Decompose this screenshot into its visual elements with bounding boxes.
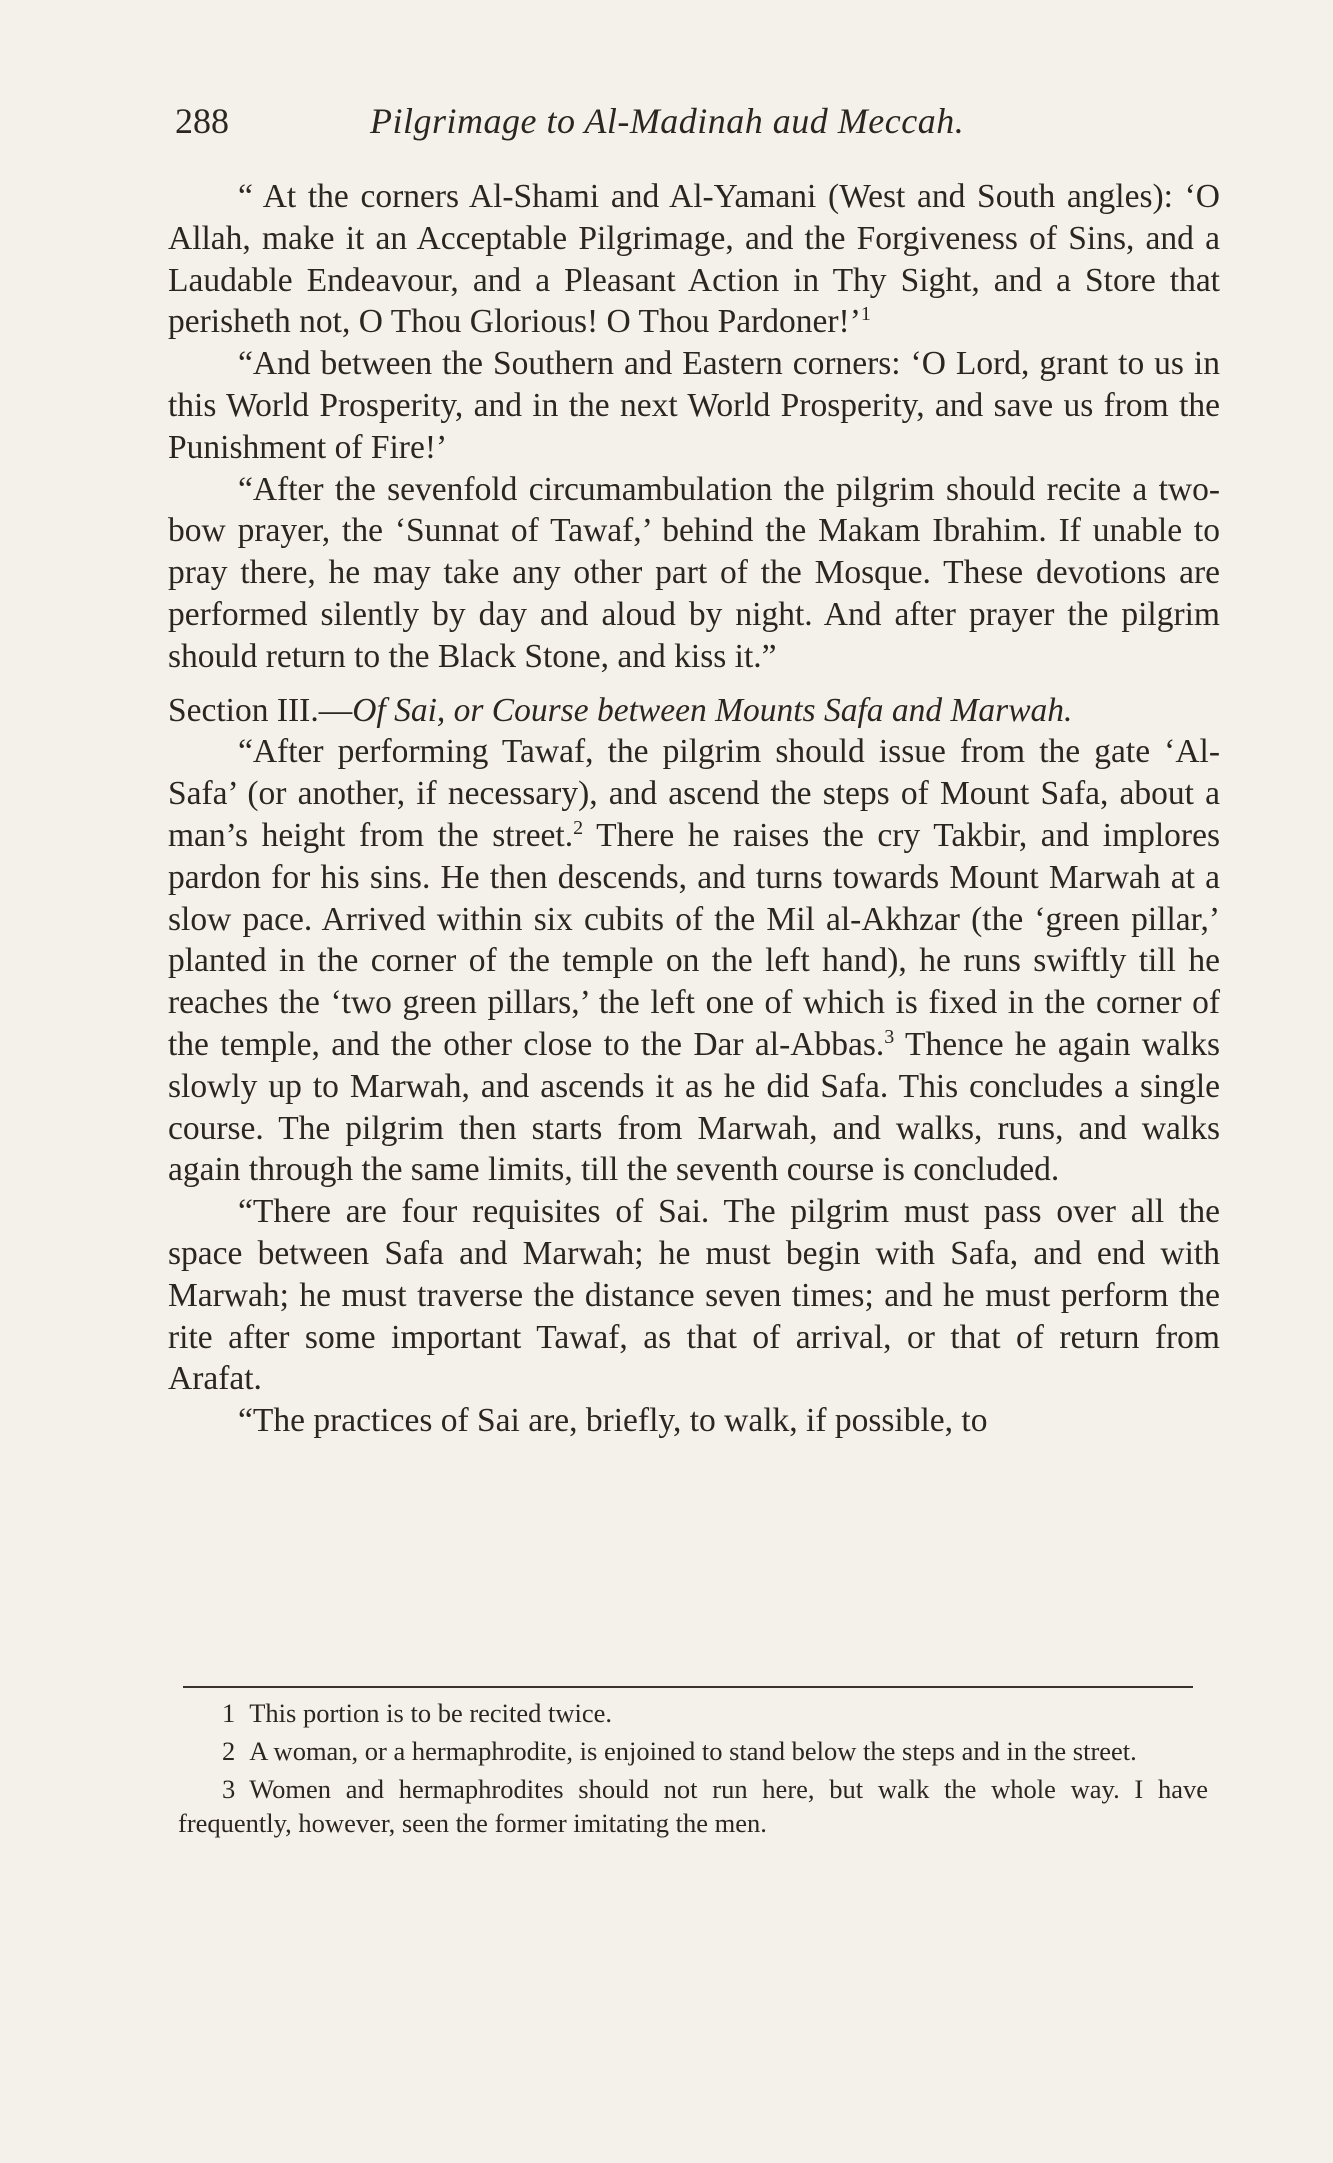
- paragraph-sai-course: [168, 731, 1220, 1191]
- footnote-number: 1: [222, 1698, 236, 1728]
- paragraph-text: “After the sevenfold circumambulation the pilgrim should recite a two-bow prayer, the ‘Sunnat of Tawaf,’ behind the Makam Ibrahim. If unable to pray there, he may take any other part of the Mosque. These devotions are performed silently by day and aloud by night. And after prayer the pilgrim should return to the Black Stone, and kiss it.”: [168, 470, 1220, 675]
- footnote-number: 2: [222, 1736, 236, 1766]
- footnote-text: Women and hermaphrodites should not run here, but walk the whole way. I have frequently, however, seen the former imitating the men.: [178, 1774, 1208, 1838]
- paragraph-prayer-southern: [168, 343, 1220, 468]
- footnote: [178, 1734, 1208, 1768]
- paragraph-practices: [168, 1400, 1220, 1442]
- paragraph-text: Thence he again walks slowly up to Marwah, and ascends it as he did Safa. This concludes a single course. The pilgrim then starts from Marwah, and walks, runs, and walks again through the same limits, till the seventh course is concluded.: [168, 1025, 1220, 1189]
- paragraph-requisites: [168, 1191, 1220, 1400]
- paragraph-text: “The practices of Sai are, briefly, to walk, if possible, to: [238, 1402, 988, 1440]
- paragraph-text: “There are four requisites of Sai. The pilgrim must pass over all the space between Safa and Marwah; he must begin with Safa, and end with Marwah; he must traverse the distance seven times; and he must perform the rite after some important Tawaf, as that of arrival, or that of return from Arafat.: [168, 1193, 1220, 1398]
- footnote-text: This portion is to be recited twice.: [249, 1698, 613, 1728]
- section-title: Of Sai, or Course between Mounts Safa and Marwah.: [352, 691, 1073, 729]
- paragraph-text: “And between the Southern and Eastern corners: ‘O Lord, grant to us in this World Prosperity, and in the next World Prosperity, and save us from the Punishment of Fire!’: [168, 345, 1220, 466]
- footnote-ref: 1: [860, 303, 871, 326]
- footnote-ref: 2: [573, 816, 584, 839]
- paragraph-prayer-corners: [168, 176, 1220, 343]
- page-header: [175, 100, 1225, 150]
- paragraph-text: There he raises the cry Takbir, and implores pardon for his sins. He then descends, and turns towards Mount Marwah at a slow pace. Arrived within six cubits of the Mil al-Akhzar (the ‘green pillar,’ planted in the corner of the temple on the left hand), he runs swiftly till he reaches the ‘two green pillars,’ the left one of which is fixed in the corner of the temple, and the other close to the Dar al-Abbas.: [168, 816, 1220, 1063]
- footnote-number: 3: [222, 1774, 236, 1804]
- page-number: 288: [175, 101, 229, 141]
- footnote-text: A woman, or a hermaphrodite, is enjoined to stand below the steps and in the street.: [249, 1736, 1137, 1766]
- footnote: [178, 1772, 1208, 1840]
- footnotes: [178, 1696, 1208, 1844]
- paragraph-circumambulation: [168, 469, 1220, 678]
- footnote: [178, 1696, 1208, 1730]
- footnote-divider: [183, 1686, 1193, 1688]
- page-body: [168, 176, 1220, 1442]
- running-title: Pilgrimage to Al-Madinah aud Meccah.: [370, 101, 965, 141]
- section-label: Section III.—: [168, 691, 353, 729]
- section-heading: [168, 690, 1220, 732]
- footnote-ref: 3: [884, 1025, 895, 1048]
- paragraph-text: “After performing Tawaf, the pilgrim should issue from the gate ‘Al-Safa’ (or another, if necessary), and ascend the steps of Mount Safa, about a man’s height from the street.: [168, 733, 1220, 854]
- paragraph-text: “ At the corners Al-Shami and Al-Yamani (West and South angles): ‘O Allah, make it an Acceptable Pilgrimage, and the Forgiveness of Sins, and a Laudable Endeavour, and a Pleasant Action in Thy Sight, and a Store that perisheth not, O Thou Glorious! O Thou Pardoner!’: [168, 178, 1220, 341]
